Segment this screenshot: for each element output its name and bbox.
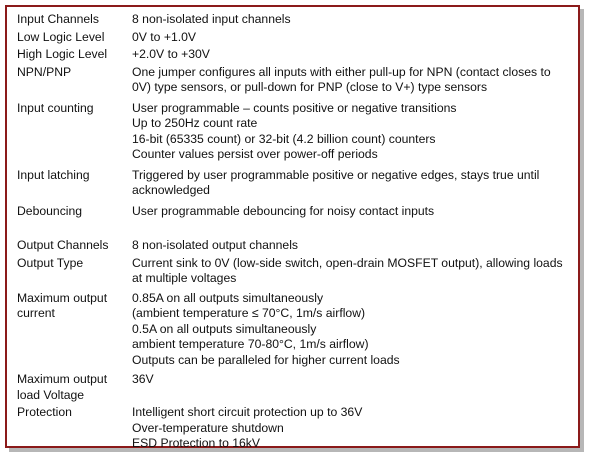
spec-value-line: Intelligent short circuit protection up to 36V: [132, 405, 363, 419]
spec-value: [132, 256, 573, 287]
spec-value: [132, 65, 573, 96]
spec-row-output-channels: [17, 238, 573, 254]
spec-row-high-logic-level: [17, 47, 573, 63]
spec-value-line: (ambient temperature ≤ 70°C, 1m/s airflow): [132, 306, 366, 320]
spec-value-line: 16-bit (65335 count) or 32-bit (4.2 billion count) counters: [132, 131, 436, 146]
spec-row-protection: [17, 405, 573, 452]
spec-table: [17, 12, 573, 452]
spec-label: Output Channels: [17, 238, 109, 252]
spec-value: [132, 168, 573, 199]
spec-value-line: User programmable debouncing for noisy contact inputs: [132, 203, 435, 218]
spec-label: Input Channels: [17, 12, 99, 26]
spec-row-output-type: [17, 256, 573, 287]
spec-label: Protection: [17, 405, 72, 419]
spec-value: [132, 204, 573, 220]
group-spacer: [17, 219, 573, 238]
spec-value-line: 8 non-isolated output channels: [132, 238, 299, 252]
spec-value-line: ESD Protection to 16kV: [132, 436, 261, 450]
frame-shadow-right: [580, 9, 584, 452]
spec-label: Maximum output load Voltage: [17, 372, 108, 402]
spec-value-line: 8 non-isolated input channels: [132, 12, 291, 26]
spec-value-line: One jumper configures all inputs with either pull-up for NPN (contact closes to: [132, 64, 551, 79]
spec-value: [132, 30, 573, 46]
spec-row-maximum-output-current: [17, 291, 573, 369]
spec-value: [132, 12, 573, 28]
spec-value-line: 0V to +1.0V: [132, 29, 197, 44]
spec-value-line: Over-temperature shutdown: [132, 420, 284, 435]
spec-value-line: Current sink to 0V (low-side switch, open-drain MOSFET output), allowing loads: [132, 255, 563, 270]
spec-value-line: at multiple voltages: [132, 271, 237, 285]
spec-value-line: User programmable – counts positive or negative transitions: [132, 100, 457, 115]
spec-value-line: 36V: [132, 372, 154, 386]
spec-value: [132, 372, 573, 388]
spec-value: [132, 405, 573, 452]
spec-value-line: 0.85A on all outputs simultaneously: [132, 290, 324, 305]
spec-value-line: Counter values persist over power-off periods: [132, 147, 378, 161]
spec-label: Input counting: [17, 100, 94, 115]
spec-label: Low Logic Level: [17, 29, 105, 44]
spec-value-line: Up to 250Hz count rate: [132, 116, 258, 130]
spec-row-debouncing: [17, 204, 573, 220]
spec-value: [132, 101, 573, 163]
spec-value-line: acknowledged: [132, 183, 210, 197]
spec-value-line: 0V) type sensors, or pull-down for PNP (close to V+) type sensors: [132, 80, 488, 94]
spec-value-line: ambient temperature 70-80°C, 1m/s airflow): [132, 337, 369, 351]
spec-row-input-channels: [17, 12, 573, 28]
spec-label: Output Type: [17, 255, 84, 270]
spec-label: NPN/PNP: [17, 64, 72, 79]
spec-value-line: 0.5A on all outputs simultaneously: [132, 321, 317, 336]
spec-row-low-logic-level: [17, 30, 573, 46]
spec-value: [132, 47, 573, 63]
spec-value-line: Triggered by user programmable positive or negative edges, stays true until: [132, 167, 540, 182]
spec-row-maximum-output-load-voltage: [17, 372, 573, 403]
spec-label: Input latching: [17, 167, 90, 182]
spec-label: Debouncing: [17, 203, 83, 218]
spec-row-input-counting: [17, 101, 573, 163]
spec-label: Maximum output current: [17, 290, 108, 320]
spec-label: High Logic Level: [17, 47, 108, 61]
spec-row-npn-pnp: [17, 65, 573, 96]
spec-value: [132, 238, 573, 254]
spec-value: [132, 291, 573, 369]
spec-row-input-latching: [17, 168, 573, 199]
spec-value-line: +2.0V to +30V: [132, 47, 210, 61]
spec-value-line: Outputs can be paralleled for higher current loads: [132, 352, 400, 367]
